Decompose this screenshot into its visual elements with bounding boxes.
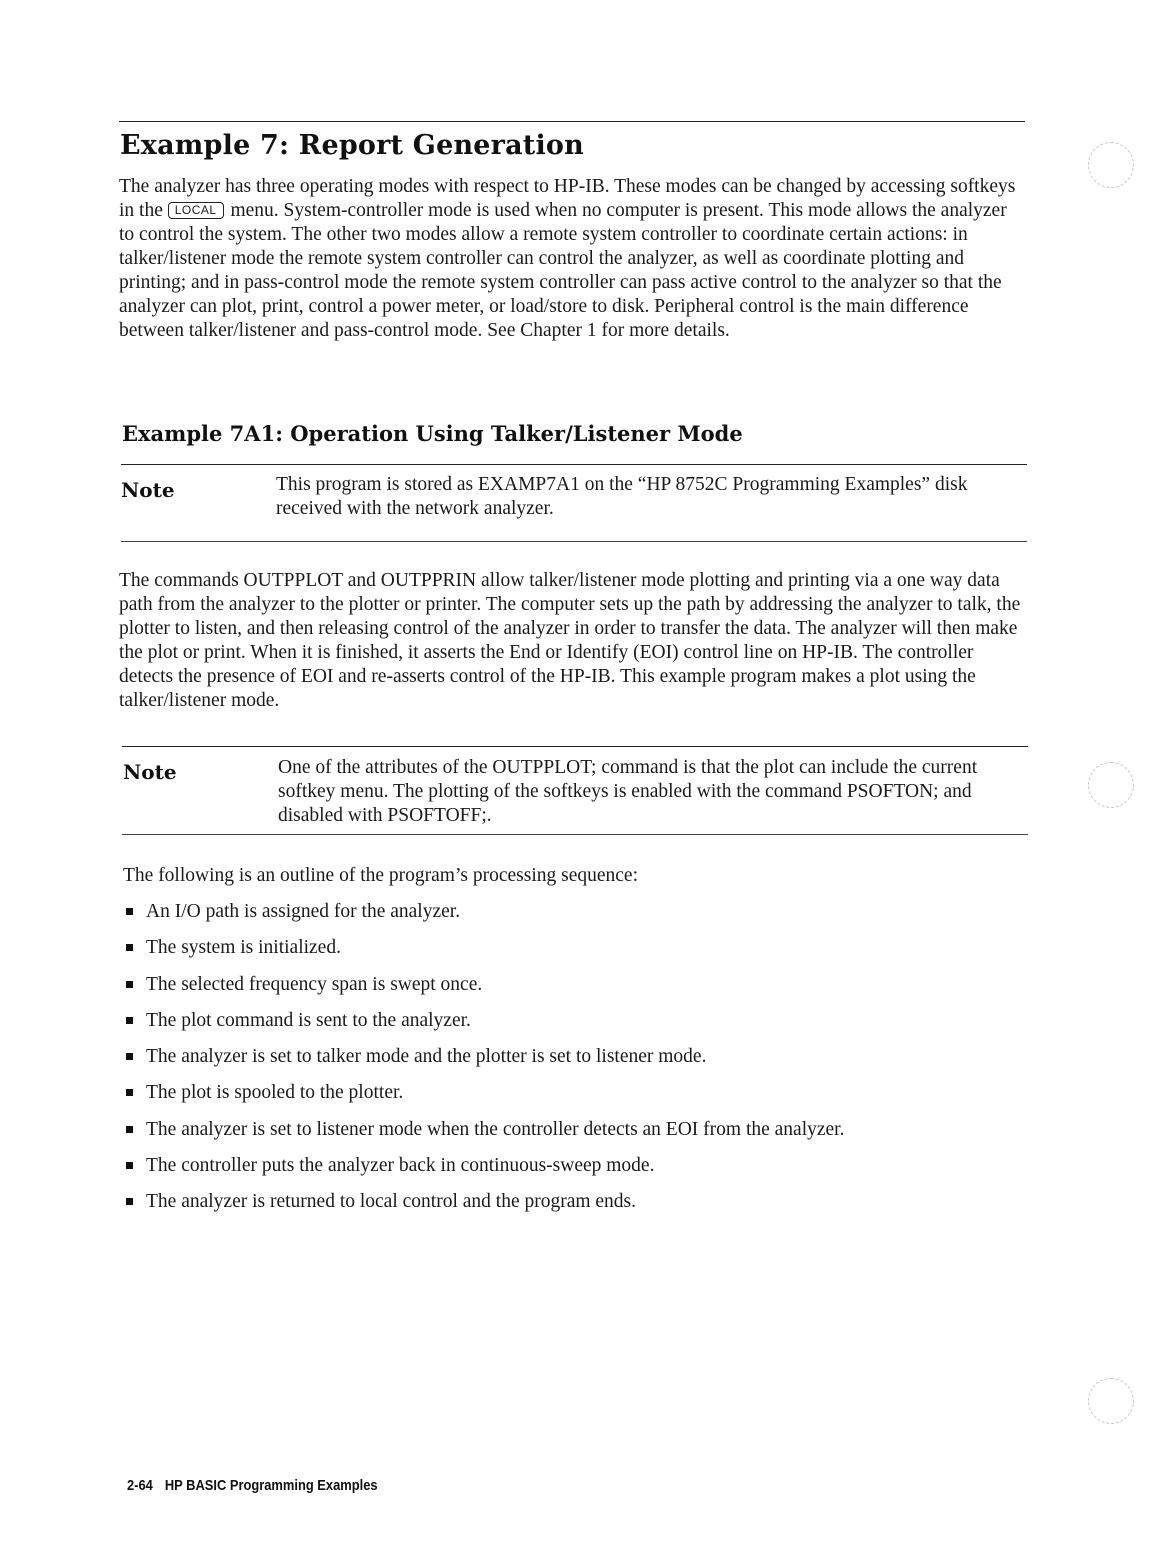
binder-hole-top xyxy=(1088,142,1134,188)
list-item: The analyzer is returned to local control and the program ends. xyxy=(124,1190,844,1226)
list-item: The plot is spooled to the plotter. xyxy=(124,1081,844,1117)
bullet-icon xyxy=(126,1126,133,1133)
local-key-icon: LOCAL xyxy=(168,202,224,219)
outline-intro: The following is an outline of the program’s processing sequence: xyxy=(123,865,638,886)
list-item: An I/O path is assigned for the analyzer. xyxy=(124,900,844,936)
list-item: The analyzer is set to talker mode and the plotter is set to listener mode. xyxy=(124,1045,844,1081)
note2-bottom-rule xyxy=(122,834,1028,835)
list-item: The plot command is sent to the analyzer. xyxy=(124,1009,844,1045)
intro-text-end: menu. System-controller mode is used when no computer is present. This mode allows the analyzer to control the system. The other two modes allow a remote system controller to coordinate certain actions: in talker/listener mode the remote system controller can control the analyzer, as well as coordinate plotting and printing; and in pass-control mode the remote system controller can pass active control to the analyzer so that the analyzer can plot, print, control a power meter, or load/store to disk. Peripheral control is the main difference between talker/listener and pass-control mode. See Chapter 1 for more details. xyxy=(119,200,1007,341)
section-rule xyxy=(119,121,1025,122)
intro-text-start: The analyzer has three operating modes with respect to HP-IB. These modes can be changed by accessing softkeys in the xyxy=(119,176,1016,221)
binder-hole-bottom xyxy=(1088,1378,1134,1424)
subsection-title: Example 7A1: Operation Using Talker/Listener Mode xyxy=(122,421,743,446)
bullet-icon xyxy=(126,1198,133,1205)
note2-text: One of the attributes of the OUTPPLOT; command is that the plot can include the current softkey menu. The plotting of the softkeys is enabled with the command PSOFTON; and disabled with PSOFTOFF;. xyxy=(278,757,978,826)
bullet-icon xyxy=(126,1017,133,1024)
bullet-icon xyxy=(126,1089,133,1096)
note1-text: This program is stored as EXAMP7A1 on the “HP 8752C Programming Examples” disk received with the network analyzer. xyxy=(276,474,968,519)
bullet-icon xyxy=(126,944,133,951)
note1-bottom-rule xyxy=(121,541,1027,542)
bullet-icon xyxy=(126,1053,133,1060)
note2-label: Note xyxy=(123,760,177,784)
list-item: The controller puts the analyzer back in continuous-sweep mode. xyxy=(124,1154,844,1190)
bullet-icon xyxy=(126,981,133,988)
footer-title: HP BASIC Programming Examples xyxy=(164,1477,378,1494)
list-item: The selected frequency span is swept once. xyxy=(124,973,844,1009)
note2-top-rule xyxy=(122,746,1028,747)
body-paragraph: The commands OUTPPLOT and OUTPPRIN allow talker/listener mode plotting and printing via a one way data path from the analyzer to the plotter or printer. The computer sets up the path by addressing the analyzer to talk, the plotter to listen, and then releasing control of the analyzer in order to transfer the data. The analyzer will then make the plot or print. When it is finished, it asserts the End or Identify (EOI) control line on HP-IB. The controller detects the presence of EOI and re-asserts control of the HP-IB. This example program makes a plot using the talker/listener mode. xyxy=(119,570,1021,711)
page-footer xyxy=(127,1477,378,1494)
list-item: The system is initialized. xyxy=(124,936,844,972)
bullet-icon xyxy=(126,1162,133,1169)
outline-list xyxy=(124,900,844,1227)
intro-paragraph xyxy=(119,175,1024,343)
binder-hole-middle xyxy=(1088,762,1134,808)
list-item: The analyzer is set to listener mode when the controller detects an EOI from the analyzer. xyxy=(124,1118,844,1154)
page-number: 2-64 xyxy=(127,1477,153,1494)
note1-top-rule xyxy=(121,464,1027,465)
bullet-icon xyxy=(126,908,133,915)
note1-label: Note xyxy=(121,478,175,502)
section-title: Example 7: Report Generation xyxy=(120,130,584,161)
